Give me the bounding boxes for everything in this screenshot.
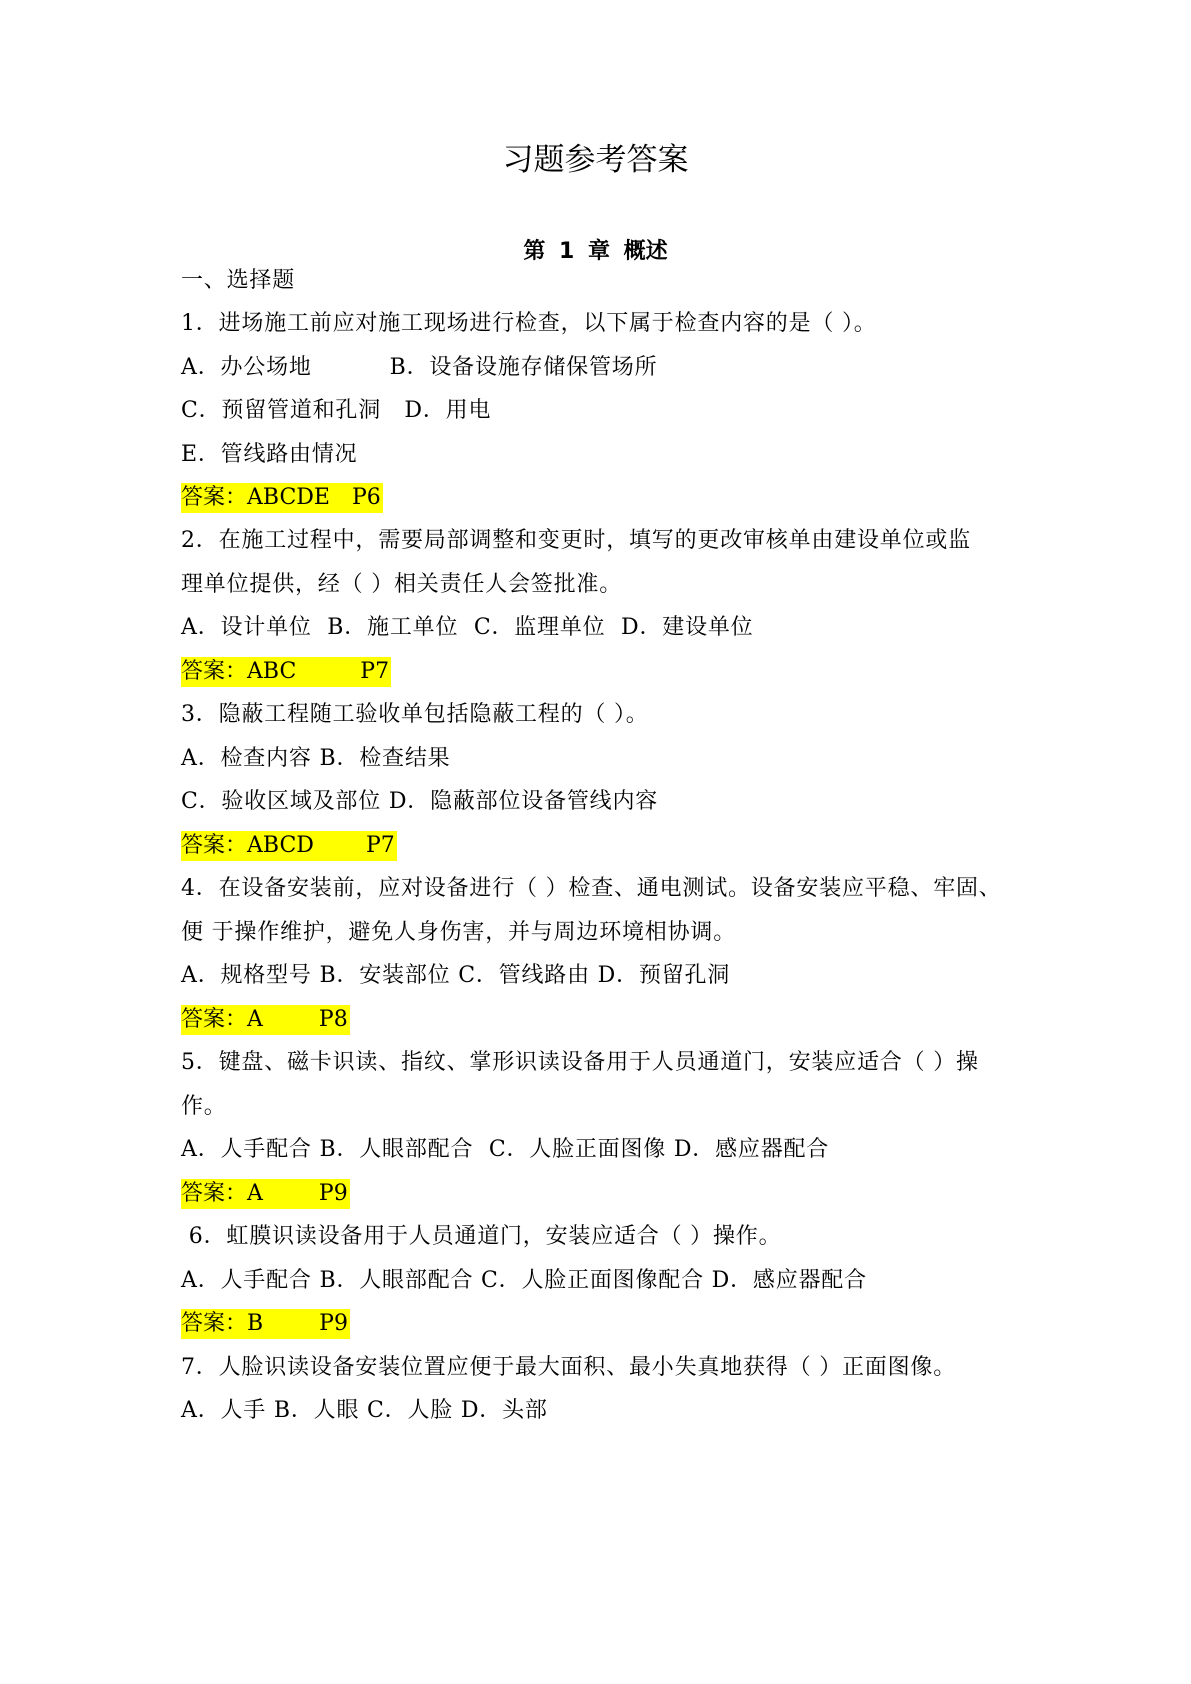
question-5-answer xyxy=(181,1179,350,1209)
question-4-stem-line-1: 4．在设备安装前，应对设备进行（ ）检查、通电测试。设备安装应平稳、牢固、 xyxy=(181,876,1002,901)
question-2-stem-line-1: 2．在施工过程中，需要局部调整和变更时，填写的更改审核单由建设单位或监 xyxy=(181,528,971,553)
question-6-answer xyxy=(181,1309,350,1339)
question-3-answer xyxy=(181,831,397,861)
answer-label: 答案：A xyxy=(181,1181,263,1206)
question-1-option-e: E．管线路由情况 xyxy=(181,442,358,467)
answer-page: P7 xyxy=(360,659,390,684)
question-4-answer xyxy=(181,1005,350,1035)
question-6-stem: 6．虹膜识读设备用于人员通道门，安装应适合（ ）操作。 xyxy=(181,1224,782,1249)
answer-label: 答案：ABC xyxy=(181,659,297,684)
question-4-options: A．规格型号 B．安装部位 C．管线路由 D．预留孔洞 xyxy=(181,963,731,988)
answer-page: P7 xyxy=(365,833,395,858)
question-2-answer xyxy=(181,657,391,687)
question-3-options-cd: C．验收区域及部位 D．隐蔽部位设备管线内容 xyxy=(181,789,659,814)
document-title: 习题参考答案 xyxy=(502,142,689,178)
question-6-options: A．人手配合 B．人眼部配合 C．人脸正面图像配合 D．感应器配合 xyxy=(181,1268,867,1293)
answer-label: 答案：A xyxy=(181,1007,263,1032)
answer-page: P8 xyxy=(318,1007,348,1032)
answer-page: P9 xyxy=(319,1311,348,1336)
answer-label: 答案：B xyxy=(181,1311,264,1336)
answer-label: 答案：ABCD xyxy=(181,833,314,858)
question-5-stem-line-1: 5．键盘、磁卡识读、指纹、掌形识读设备用于人员通道门，安装应适合（ ）操 xyxy=(181,1050,979,1075)
section-heading: 一、选择题 xyxy=(181,268,296,293)
question-7-options: A．人手 B．人眼 C．人脸 D．头部 xyxy=(181,1398,548,1423)
question-4-stem-line-2: 便 于操作维护，避免人身伤害，并与周边环境相协调。 xyxy=(181,920,736,945)
question-5-stem-line-2: 作。 xyxy=(181,1094,227,1119)
question-2-stem-line-2: 理单位提供，经（ ）相关责任人会签批准。 xyxy=(181,572,622,597)
question-3-stem: 3．隐蔽工程随工验收单包括隐蔽工程的（ ）。 xyxy=(181,702,649,727)
question-5-options: A．人手配合 B．人眼部配合 C．人脸正面图像 D．感应器配合 xyxy=(181,1137,830,1162)
question-3-options-ab: A．检查内容 B．检查结果 xyxy=(181,746,451,771)
answer-label: 答案：ABCDE xyxy=(181,485,330,510)
answer-page: P6 xyxy=(352,485,381,510)
chapter-heading: 第 1 章 概述 xyxy=(523,239,668,264)
question-1-stem: 1．进场施工前应对施工现场进行检查，以下属于检查内容的是（ ）。 xyxy=(181,311,877,336)
answer-page: P9 xyxy=(318,1181,348,1206)
question-2-options: A．设计单位 B．施工单位 C．监理单位 D．建设单位 xyxy=(181,615,754,640)
question-1-options-ab: A．办公场地 B．设备设施存储保管场所 xyxy=(181,355,658,380)
question-1-answer xyxy=(181,483,383,513)
question-1-options-cd: C．预留管道和孔洞 D．用电 xyxy=(181,398,492,423)
question-7-stem: 7．人脸识读设备安装位置应便于最大面积、最小失真地获得（ ）正面图像。 xyxy=(181,1355,956,1380)
